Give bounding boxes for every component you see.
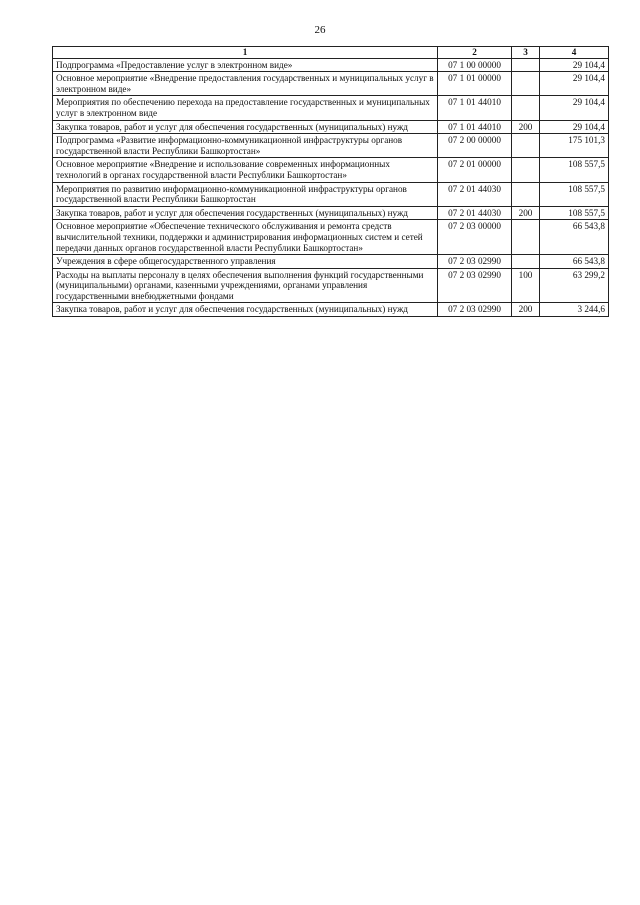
row-sum-cell: 29 104,4 — [540, 58, 609, 72]
row-vr-cell: 100 — [512, 268, 540, 303]
row-vr-cell — [512, 255, 540, 269]
row-code-cell: 07 1 00 00000 — [438, 58, 512, 72]
row-sum-cell: 29 104,4 — [540, 120, 609, 134]
row-name-cell: Закупка товаров, работ и услуг для обеспечения государственных (муниципальных) нужд — [53, 120, 438, 134]
table-row — [53, 120, 609, 134]
table-row — [53, 134, 609, 158]
table-row — [53, 158, 609, 182]
row-vr-cell — [512, 58, 540, 72]
row-name-cell: Подпрограмма «Развитие информационно-коммуникационной инфраструктуры органов государственной власти Республики Башкортостан» — [53, 134, 438, 158]
table-row — [53, 303, 609, 317]
table-row — [53, 255, 609, 269]
row-vr-cell — [512, 158, 540, 182]
row-code-cell: 07 2 03 02990 — [438, 255, 512, 269]
page-number: 26 — [314, 24, 326, 36]
row-vr-cell — [512, 96, 540, 120]
row-sum-cell: 66 543,8 — [540, 220, 609, 255]
row-sum-cell: 175 101,3 — [540, 134, 609, 158]
row-code-cell: 07 2 01 00000 — [438, 158, 512, 182]
row-name-cell: Учреждения в сфере общегосударственного управления — [53, 255, 438, 269]
row-sum-cell: 66 543,8 — [540, 255, 609, 269]
table-row — [53, 58, 609, 72]
row-vr-cell: 200 — [512, 303, 540, 317]
row-name-cell: Мероприятия по обеспечению перехода на предоставление государственных и муниципальных услуг в электронном виде — [53, 96, 438, 120]
column-header-code: 2 — [438, 47, 512, 59]
row-vr-cell — [512, 134, 540, 158]
table-row — [53, 206, 609, 220]
row-vr-cell: 200 — [512, 120, 540, 134]
table-row — [53, 268, 609, 303]
table-row — [53, 220, 609, 255]
column-header-sum: 4 — [540, 47, 609, 59]
row-vr-cell — [512, 72, 540, 96]
row-name-cell: Расходы на выплаты персоналу в целях обеспечения выполнения функций государственными (муниципальными) органами, казенными учреждениями, органами управления государственными внебюджетными фондами — [53, 268, 438, 303]
row-name-cell: Основное мероприятие «Внедрение предоставления государственных и муниципальных услуг в электронном виде» — [53, 72, 438, 96]
row-vr-cell — [512, 220, 540, 255]
row-code-cell: 07 1 01 44010 — [438, 96, 512, 120]
row-vr-cell — [512, 182, 540, 206]
table-header-row — [53, 47, 609, 59]
row-code-cell: 07 2 03 02990 — [438, 303, 512, 317]
row-code-cell: 07 2 01 44030 — [438, 206, 512, 220]
row-code-cell: 07 1 01 00000 — [438, 72, 512, 96]
row-name-cell: Подпрограмма «Предоставление услуг в электронном виде» — [53, 58, 438, 72]
row-sum-cell: 3 244,6 — [540, 303, 609, 317]
table-row — [53, 96, 609, 120]
table-row — [53, 182, 609, 206]
row-name-cell: Основное мероприятие «Обеспечение технического обслуживания и ремонта средств вычислительной техники, поддержки и администрирования информационных систем и сетей передачи данных органов государственной власти Республики Башкортостан» — [53, 220, 438, 255]
row-name-cell: Мероприятия по развитию информационно-коммуникационной инфраструктуры органов государственной власти Республики Башкортостан — [53, 182, 438, 206]
row-vr-cell: 200 — [512, 206, 540, 220]
row-code-cell: 07 2 03 00000 — [438, 220, 512, 255]
row-sum-cell: 108 557,5 — [540, 158, 609, 182]
row-sum-cell: 63 299,2 — [540, 268, 609, 303]
row-sum-cell: 108 557,5 — [540, 182, 609, 206]
budget-table — [52, 46, 609, 317]
row-code-cell: 07 2 01 44030 — [438, 182, 512, 206]
table-row — [53, 72, 609, 96]
row-code-cell: 07 2 03 02990 — [438, 268, 512, 303]
column-header-vr: 3 — [512, 47, 540, 59]
row-code-cell: 07 2 00 00000 — [438, 134, 512, 158]
row-code-cell: 07 1 01 44010 — [438, 120, 512, 134]
row-name-cell: Закупка товаров, работ и услуг для обеспечения государственных (муниципальных) нужд — [53, 206, 438, 220]
column-header-name: 1 — [53, 47, 438, 59]
row-sum-cell: 29 104,4 — [540, 72, 609, 96]
row-name-cell: Основное мероприятие «Внедрение и использование современных информационных технологий в органах государственной власти Республики Башкортостан» — [53, 158, 438, 182]
row-name-cell: Закупка товаров, работ и услуг для обеспечения государственных (муниципальных) нужд — [53, 303, 438, 317]
row-sum-cell: 29 104,4 — [540, 96, 609, 120]
row-sum-cell: 108 557,5 — [540, 206, 609, 220]
